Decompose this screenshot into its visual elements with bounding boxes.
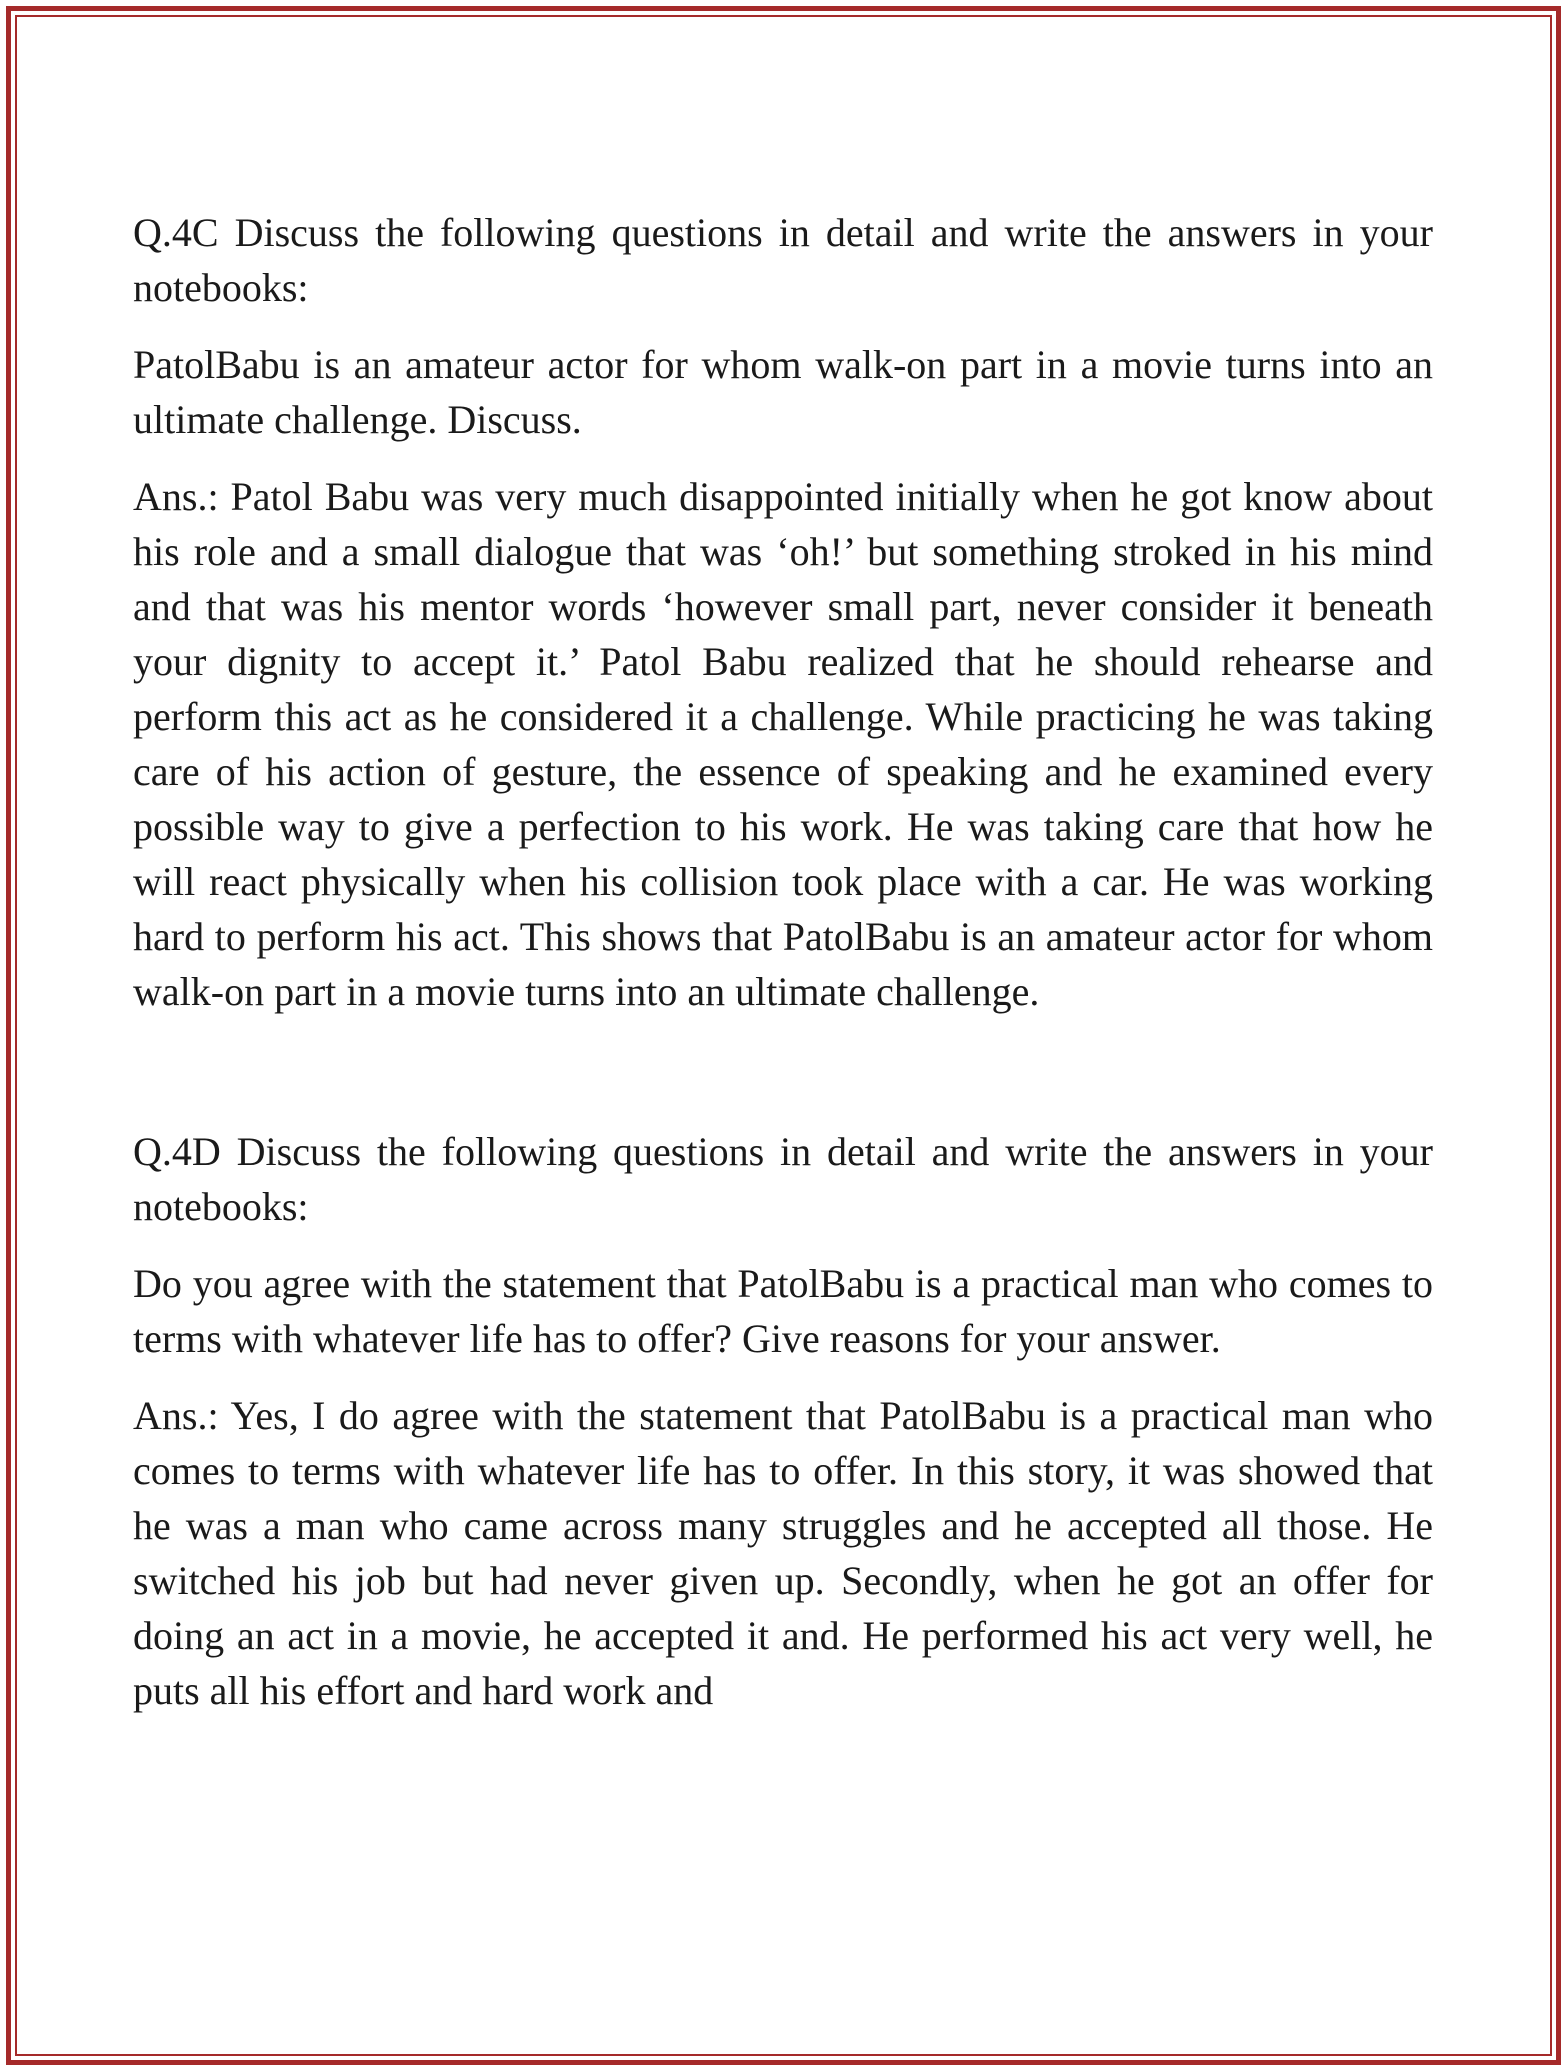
section-spacer xyxy=(133,1041,1433,1124)
question-text: PatolBabu is an amateur actor for whom walk-on part in a movie turns into an ultimate challenge. Discuss. xyxy=(133,342,1433,442)
question-heading: Q.4D Discuss the following questions in detail and write the answers in your notebooks: xyxy=(133,1129,1433,1229)
question-heading: Q.4C Discuss the following questions in detail and write the answers in your notebooks: xyxy=(133,210,1433,310)
document-body xyxy=(133,205,1433,1740)
question-section-4d xyxy=(133,1124,1433,1718)
question-section-4c xyxy=(133,205,1433,1019)
answer-text: Ans.: Yes, I do agree with the statement that PatolBabu is a practical man who comes to terms with whatever life has to offer. In this story, it was showed that he was a man who came across many struggles and he accepted all those. He switched his job but had never given up. Secondly, when he got an offer for doing an act in a movie, he accepted it and. He performed his act very well, he puts all his effort and hard work and xyxy=(133,1393,1433,1713)
question-text: Do you agree with the statement that PatolBabu is a practical man who comes to terms with whatever life has to offer? Give reasons for your answer. xyxy=(133,1261,1433,1361)
answer-text: Ans.: Patol Babu was very much disappointed initially when he got know about his role and a small dialogue that was ‘oh!’ but something stroked in his mind and that was his mentor words ‘however small part, never consider it beneath your dignity to accept it.’ Patol Babu realized that he should rehearse and perform this act as he considered it a challenge. While practicing he was taking care of his action of gesture, the essence of speaking and he examined every possible way to give a perfection to his work. He was taking care that how he will react physically when his collision took place with a car. He was working hard to perform his act. This shows that PatolBabu is an amateur actor for whom walk-on part in a movie turns into an ultimate challenge. xyxy=(133,474,1433,1014)
